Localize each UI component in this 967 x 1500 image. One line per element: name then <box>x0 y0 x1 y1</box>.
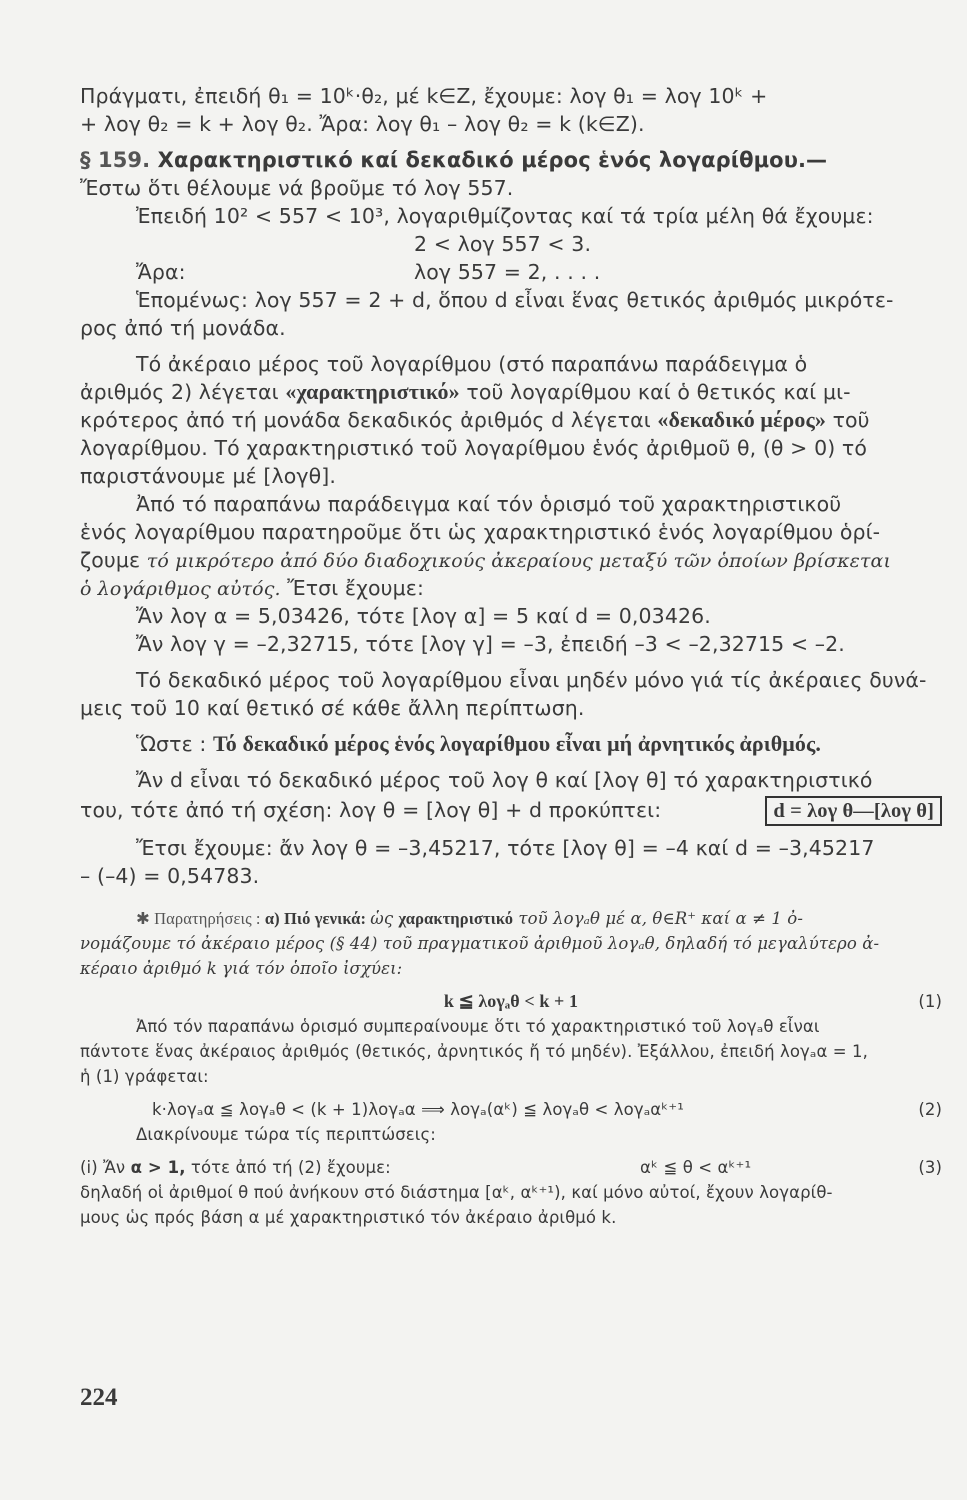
term-decimal-part: «δεκαδικό μέρος» <box>657 407 826 432</box>
section-number: § 159. <box>80 148 151 172</box>
text-line: – (–4) = 0,54783. <box>80 864 260 888</box>
note-line: νομάζουμε τό ἀκέραιο μέρος (§ 44) τοῦ πραγματικοῦ ἀριθμοῦ λογₐθ, δηλαδή τό μεγαλύτερο ἀ- <box>80 934 880 953</box>
case-line <box>80 1155 942 1180</box>
text-line <box>80 258 942 286</box>
conclusion-bold: Τό δεκαδικό μέρος ἑνός λογαρίθμου εἶναι μή ἀρνητικός ἀριθμός. <box>212 731 821 756</box>
text-line <box>80 546 942 574</box>
equation-number: (3) <box>918 1158 942 1177</box>
text-line: Τό δεκαδικό μέρος τοῦ λογαρίθμου εἶναι μηδέν μόνο γιά τίς ἀκέραιες δυνά- <box>136 668 927 692</box>
note-line: πάντοτε ἕνας ἀκέραιος ἀριθμός (θετικός, ἀρνητικός ἤ τό μηδέν). Ἐξάλλου, ἐπειδή λογₐα = 1, <box>80 1042 869 1061</box>
text-span: τοῦ λογₐθ μέ α, θ∈R⁺ καί α ≠ 1 ὀ- <box>513 909 804 928</box>
text-line: λογαρίθμου. Τό χαρακτηριστικό τοῦ λογαρίθμου ἑνός ἀριθμοῦ θ, (θ > 0) τό <box>80 436 868 460</box>
text-span: τοῦ λογαρίθμου καί ὁ θετικός καί μι- <box>459 380 851 404</box>
note-line: Διακρίνουμε τώρα τίς περιπτώσεις: <box>136 1125 436 1144</box>
text-line <box>80 794 942 826</box>
text-line <box>80 378 942 406</box>
inequality-line: 2 < λογ 557 < 3. <box>414 232 592 256</box>
text-line: Ἄν d εἶναι τό δεκαδικό μέρος τοῦ λογ θ καί [λογ θ] τό χαρακτηριστικό <box>136 768 873 792</box>
text-line: Ἐπειδή 10² < 557 < 10³, λογαριθμίζοντας καί τά τρία μέλη θά ἔχουμε: <box>136 204 874 228</box>
page-number: 224 <box>80 1384 118 1411</box>
example-line: Ἄν λογ α = 5,03426, τότε [λογ α] = 5 καί d = 0,03426. <box>136 604 711 628</box>
text-span: κρότερος ἀπό τή μονάδα δεκαδικός ἀριθμός d λέγεται <box>80 408 658 432</box>
text-span: ἀριθμός 2) λέγεται <box>80 380 286 404</box>
text-span: χαρακτηριστικό <box>398 909 514 928</box>
example-line: Ἄν λογ γ = –2,32715, τότε [λογ γ] = –3, ἐπειδή –3 < –2,32715 < –2. <box>136 632 845 656</box>
definition-italic: ὁ λογάριθμος αὐτός. <box>80 578 281 600</box>
note-line <box>80 906 942 931</box>
note-line: κέραιο ἀριθμό k γιά τόν ὁποῖο ἰσχύει: <box>80 959 403 978</box>
text-line: Πράγματι, ἐπειδή θ₁ = 10ᵏ·θ₂, μέ k∈Z, ἔχουμε: λογ θ₁ = λογ 10ᵏ + <box>80 84 768 108</box>
text-span: του, τότε ἀπό τή σχέση: λογ θ = [λογ θ] + d προκύπτει: <box>80 798 662 822</box>
equation-1 <box>80 989 942 1014</box>
equation-text: k·λογₐα ≦ λογₐθ < (k + 1)λογₐα ⟹ λογₐ(αᵏ) ≦ λογₐθ < λογₐαᵏ⁺¹ <box>152 1100 684 1119</box>
text-line: Τό ἀκέραιο μέρος τοῦ λογαρίθμου (στό παραπάνω παράδειγμα ὁ <box>136 352 808 376</box>
text-span: ζουμε <box>80 548 147 572</box>
text-span: τοῦ <box>825 408 870 432</box>
text-line: Ἔτσι ἔχουμε: ἄν λογ θ = –3,45217, τότε [λογ θ] = –4 καί d = –3,45217 <box>136 836 875 860</box>
note-line: δηλαδή οἱ ἀριθμοί θ πού ἀνήκουν στό διάστημα [αᵏ, αᵏ⁺¹), καί μόνο αὐτοί, ἔχουν λογαρίθ- <box>80 1183 833 1202</box>
note-line: Ἀπό τόν παραπάνω ὁρισμό συμπεραίνουμε ὅτι τό χαρακτηριστικό τοῦ λογₐθ εἶναι <box>136 1017 820 1036</box>
conclusion-line <box>80 730 942 758</box>
equation-number: (2) <box>918 1100 942 1119</box>
text-span: α) Πιό γενικά: <box>260 909 371 928</box>
section-title: Χαρακτηριστικό καί δεκαδικό μέρος ἑνός λογαρίθμου.— <box>157 148 828 172</box>
ara-label: Ἄρα: <box>136 260 186 284</box>
equation-text: αᵏ ≦ θ < αᵏ⁺¹ <box>640 1158 752 1177</box>
text-line: παριστάνουμε μέ [λογθ]. <box>80 464 336 488</box>
text-span: τότε ἀπό τή (2) ἔχουμε: <box>185 1158 391 1177</box>
text-line: ρος ἀπό τή μονάδα. <box>80 316 286 340</box>
text-line <box>80 574 942 602</box>
text-line: Ἔστω ὅτι θέλουμε νά βροῦμε τό λογ 557. <box>80 176 514 200</box>
text-span: Ὥστε : <box>136 732 213 756</box>
section-heading <box>80 146 942 174</box>
definition-italic: τό μικρότερο ἀπό δύο διαδοχικούς ἀκεραίους μεταξύ τῶν ὁποίων βρίσκεται <box>146 550 892 572</box>
text-line: + λογ θ₂ = k + λογ θ₂. Ἄρα: λογ θ₁ – λογ θ₂ = k (k∈Z). <box>80 112 645 136</box>
text-span: ὡς <box>370 909 399 928</box>
text-line: Ἑπομένως: λογ 557 = 2 + d, ὅπου d εἶναι ἕνας θετικός ἀριθμός μικρότε- <box>136 288 894 312</box>
text-line <box>80 406 942 434</box>
note-line: μους ὡς πρός βάση α μέ χαρακτηριστικό τόν ἀκέραιο ἀριθμό k. <box>80 1208 617 1227</box>
text-line: ἑνός λογαρίθμου παρατηροῦμε ὅτι ὡς χαρακτηριστικό ἑνός λογαρίθμου ὁρί- <box>80 520 881 544</box>
text-span: (i) Ἄν <box>80 1158 131 1177</box>
equation-number: (1) <box>918 992 942 1011</box>
text-line: μεις τοῦ 10 καί θετικό σέ κάθε ἄλλη περίπτωση. <box>80 696 585 720</box>
note-line: ἡ (1) γράφεται: <box>80 1067 209 1086</box>
log-value: λογ 557 = 2, . . . . <box>414 260 601 284</box>
equation-text: k ≦ λογₐθ < k + 1 <box>443 991 579 1011</box>
remarks-title: ✱ Παρατηρήσεις : <box>136 909 261 928</box>
boxed-formula: d = λογ θ—[λογ θ] <box>765 796 942 826</box>
remarks-block <box>80 906 942 1230</box>
term-characteristic: «χαρακτηριστικό» <box>285 379 460 404</box>
equation-2 <box>80 1097 942 1122</box>
text-line: Ἀπό τό παραπάνω παράδειγμα καί τόν ὁρισμό τοῦ χαρακτηριστικοῦ <box>136 492 842 516</box>
text-span: α > 1, <box>130 1158 186 1177</box>
text-span: Ἔτσι ἔχουμε: <box>280 576 424 600</box>
page-body <box>80 82 942 1230</box>
